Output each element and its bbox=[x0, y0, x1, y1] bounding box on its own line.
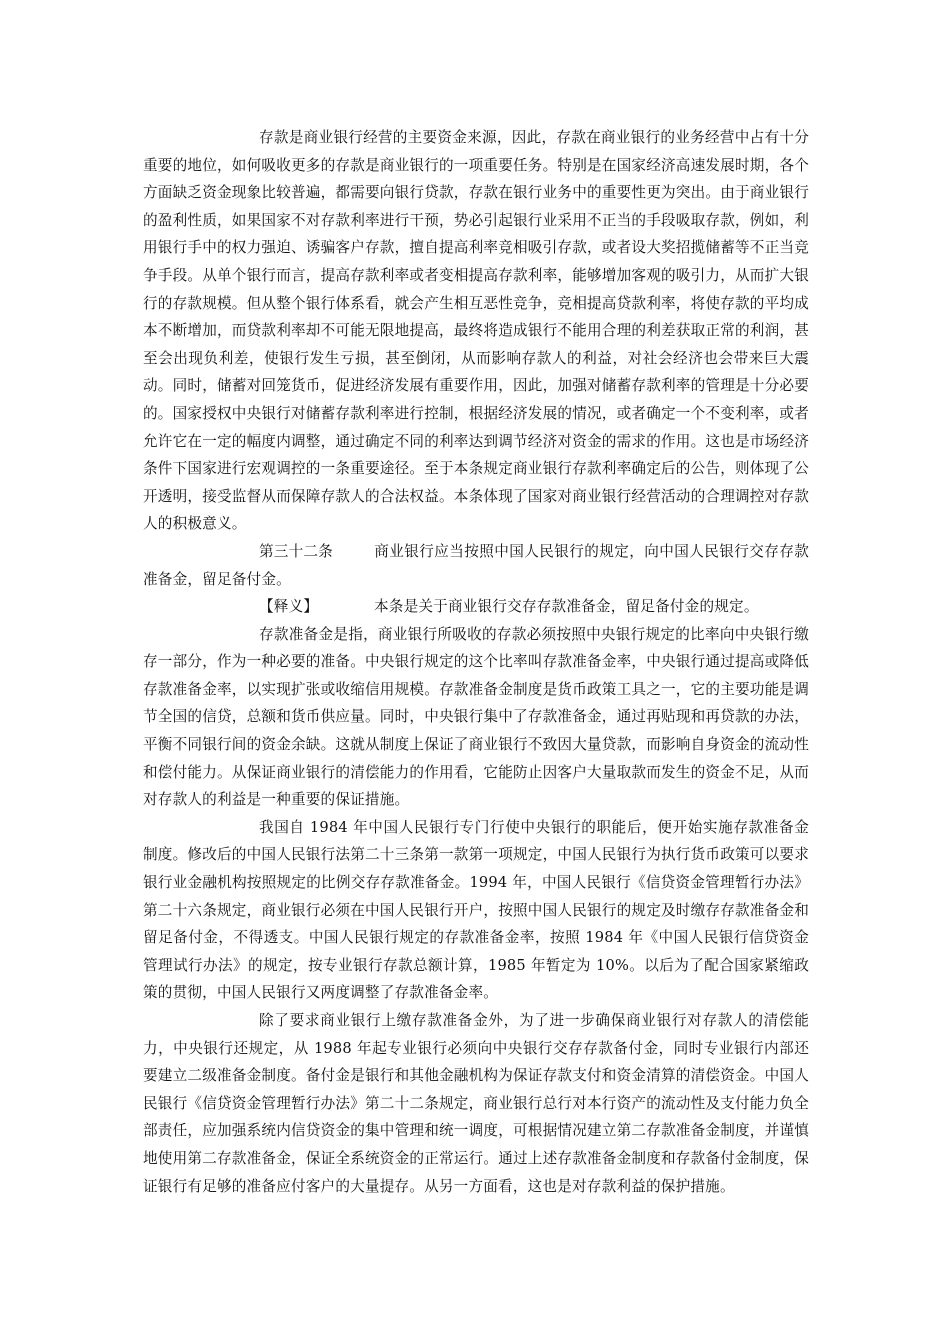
article-32 bbox=[143, 538, 809, 593]
document-body bbox=[143, 124, 809, 1200]
paragraph-reserve-history: 我国自 1984 年中国人民银行专门行使中央银行的职能后，便开始实施存款准备金制度。修改后的中国人民银行法第二十三条第一款第一项规定，中国人民银行为执行货币政策可以要求银行业金融机构按照规定的比例交存存款准备金。1994 年，中国人民银行《信贷资金管理暂行办法》第二十六条规定，商业银行必须在中国人民银行开户，按照中国人民银行的规定及时缴存存款准备金和留足备付金，不得透支。中国人民银行规定的存款准备金率，按照 1984 年《中国人民银行信贷资金管理试行办法》的规定，按专业银行存款总额计算，1985 年暂定为 10%。以后为了配合国家紧缩政策的贯彻，中国人民银行又两度调整了存款准备金率。 bbox=[143, 818, 809, 1002]
interpretation-tag: 【释义】 bbox=[259, 598, 319, 616]
paragraph-excess-reserve: 除了要求商业银行上缴存款准备金外，为了进一步确保商业银行对存款人的清偿能力，中央银行还规定，从 1988 年起专业银行必须向中央银行交存存款备付金，同时专业银行内部还要建立二级准备金制度。备付金是银行和其他金融机构为保证存款支付和资金清算的清偿资金。中国人民银行《信贷资金管理暂行办法》第二十二条规定，商业银行总行对本行资产的流动性及支付能力负全部责任，应加强系统内信贷资金的集中管理和统一调度，可根据情况建立第二存款准备金制度，并谨慎地使用第二存款准备金，保证全系统资金的正常运行。通过上述存款准备金制度和存款备付金制度，保证银行有足够的准备应付客户的大量提存。从另一方面看，这也是对存款利益的保护措施。 bbox=[143, 1012, 809, 1195]
interpretation-text: 本条是关于商业银行交存存款准备金，留足备付金的规定。 bbox=[374, 598, 759, 616]
article-text: 商业银行应当按照中国人民银行的规定，向中国人民银行交存存款准备金，留足备付金。 bbox=[143, 542, 809, 588]
article-number: 第三十二条 bbox=[259, 542, 333, 560]
paragraph-deposit-importance: 存款是商业银行经营的主要资金来源，因此，存款在商业银行的业务经营中占有十分重要的地位，如何吸收更多的存款是商业银行的一项重要任务。特别是在国家经济高速发展时期，各个方面缺乏资金现象比较普遍，都需要向银行贷款，存款在银行业务中的重要性更为突出。由于商业银行的盈利性质，如果国家不对存款利率进行干预，势必引起银行业采用不正当的手段吸取存款，例如，利用银行手中的权力强迫、诱骗客户存款，擅自提高利率竞相吸引存款，或者设大奖招揽储蓄等不正当竞争手段。从单个银行而言，提高存款利率或者变相提高存款利率，能够增加客观的吸引力，从而扩大银行的存款规模。但从整个银行体系看，就会产生相互恶性竞争，竞相提高贷款利率，将使存款的平均成本不断增加，而贷款利率却不可能无限地提高，最终将造成银行不能用合理的利差获取正常的利润，甚至会出现负利差，使银行发生亏损，甚至倒闭，从而影响存款人的利益，对社会经济也会带来巨大震动。同时，储蓄对回笼货币，促进经济发展有重要作用，因此，加强对储蓄存款利率的管理是十分必要的。国家授权中央银行对储蓄存款利率进行控制，根据经济发展的情况，或者确定一个不变利率，或者允许它在一定的幅度内调整，通过确定不同的利率达到调节经济对资金的需求的作用。这也是市场经济条件下国家进行宏观调控的一条重要途径。至于本条规定商业银行存款利率确定后的公告，则体现了公开透明，接受监督从而保障存款人的合法权益。本条体现了国家对商业银行经营活动的合理调控对存款人的积极意义。 bbox=[143, 129, 809, 533]
interpretation-heading bbox=[143, 593, 809, 621]
paragraph-reserve-definition: 存款准备金是指，商业银行所吸收的存款必须按照中央银行规定的比率向中央银行缴存一部分，作为一种必要的准备。中央银行规定的这个比率叫存款准备金率，中央银行通过提高或降低存款准备金率，以实现扩张或收缩信用规模。存款准备金制度是货币政策工具之一，它的主要功能是调节全国的信贷，总额和货币供应量。同时，中央银行集中了存款准备金，通过再贴现和再贷款的办法，平衡不同银行间的资金余缺。这就从制度上保证了商业银行不致因大量贷款，而影响自身资金的流动性和偿付能力。从保证商业银行的清偿能力的作用看，它能防止因客户大量取款而发生的资金不足，从而对存款人的利益是一种重要的保证措施。 bbox=[143, 625, 809, 809]
